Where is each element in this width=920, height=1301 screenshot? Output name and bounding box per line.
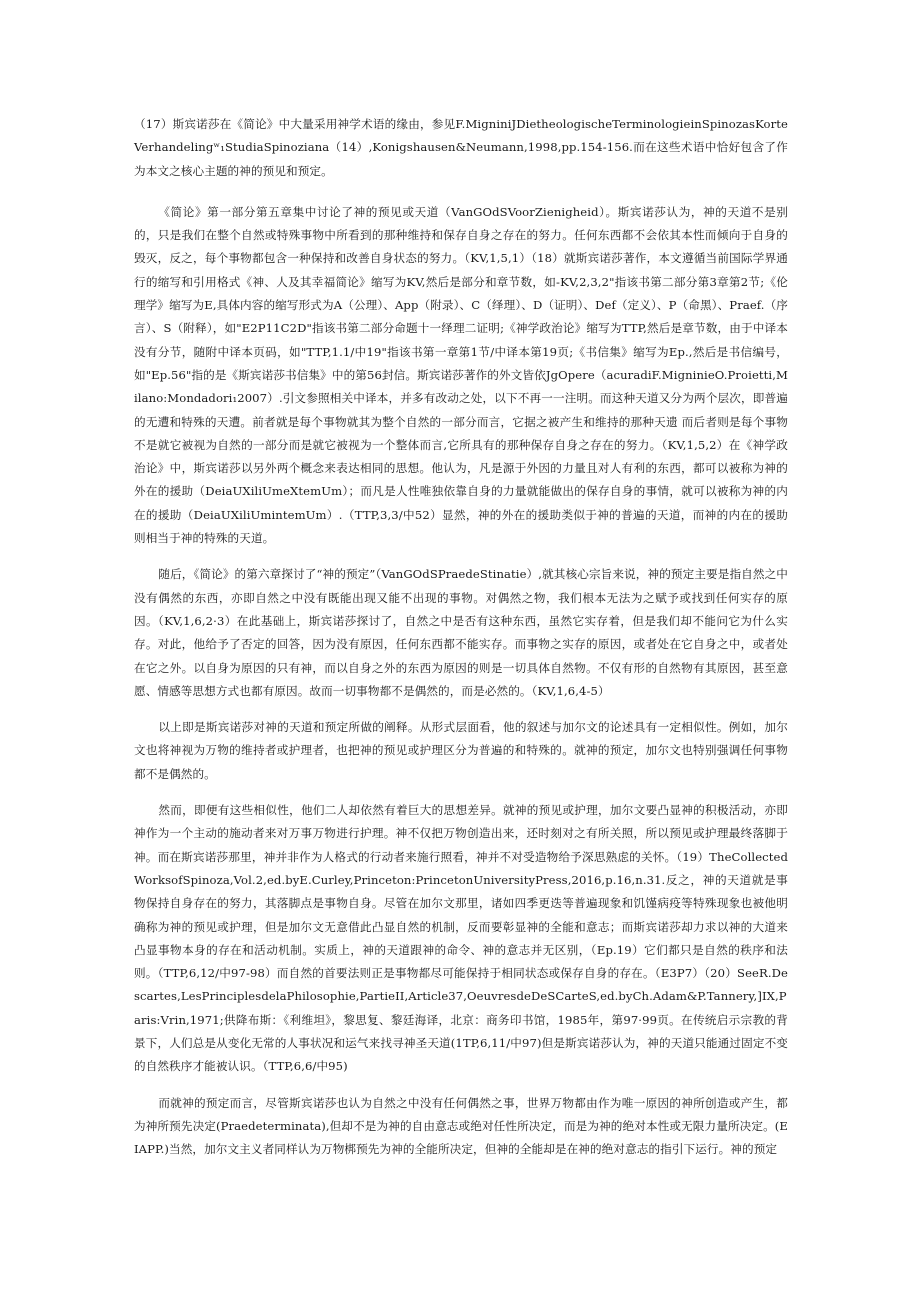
paragraph-predestination: 随后，《简论》的第六章探讨了“神的预定”（VanGOdSPraedeStinatie）,就其核心宗旨来说，神的预定主要是指自然之中没有偶然的东西，亦即自然之中没有既能出现又能不出现的事物。对偶然之物，我们根本无法为之赋予或找到任何实存的原因。（KV,1,6,2·3）在此基础上，斯宾诺莎探讨了，自然之中是否有这种东西，虽然它实存着，但是我们却不能问它为什么实存。对此，他给予了否定的回答，因为没有原因，任何东西都不能实存。而事物之实存的原因，或者处在它自身之中，或者处在它之外。以自身为原因的只有神，而以自身之外的东西为原因的则是一切具体自然物。不仅有形的自然物有其原因，甚至意愿、情感等思想方式也都有原因。故而一切事物都不是偶然的，而是必然的。（KV,1,6,4-5） [134, 567, 788, 698]
paragraph-predetermination: 而就神的预定而言，尽管斯宾诺莎也认为自然之中没有任何偶然之事，世界万物都由作为唯一原因的神所创造或产生，都为神所预先决定(Praedeterminata),但却不是为神的自由意志或绝对任性所决定，而是为神的绝对本性或无限力量所决定。(EIAPP.)当然，加尔文主义者同样认为万物梆预先为神的全能所决定，但神的全能却是在神的绝对意志的指引下运行。神的预定 [134, 1095, 788, 1157]
footnote-17: （17）斯宾诺莎在《简论》中大量采用神学术语的缘由，参见F.MigniniJDietheologischeTerminologieinSpinozasKorteVerhandelingʷ₁StudiaSpinoziana（14）,Konigshausen&Neumann,1998,pp.154-156.而在这些术语中恰好包含了作为本文之核心主题的神的预见和预定。 [134, 117, 788, 178]
paragraph-providence: 《简论》第一部分第五章集中讨论了神的预见或天道（VanGOdSVoorZienigheid）。斯宾诺莎认为，神的天道不是别的，只是我们在整个自然或特殊事物中所看到的那种维持和保存自身之存在的努力。任何东西都不会依其本性而倾向于自身的毁灭，反之，每个事物都包含一种保持和改善自身状态的努力。（KV,1,5,1）（18）就斯宾诺莎著作，本文遵循当前国际学界通行的缩写和引用格式《神、人及其幸福简论》缩写为KV,然后是部分和章节数，如-KV,2,3,2"指该书第二部分第3章第2节;《伦理学》缩写为E,具体内容的缩写形式为A（公理）、App（附录）、C（绎理）、D（证明）、Def（定义）、P（命黑）、Praef.（序言）、S（附释），如"E2P11C2D"指该书第二部分命题十一绎理二证明;《神学政治论》缩写为TTP,然后是章节数，由于中译本没有分节，随附中译本页码，如"TTP,1.1/中19"指该书第一章第1节/中译本第19页;《书信集》缩写为Ep.,然后是书信编号，如"Ep.56"指的是《斯宾诺莎书信集》中的第56封信。斯宾诺莎著作的外文皆依JgOpere（acuradiF.MigniniеO.Proietti,Milano:Mondadori₁2007）.引文参照相关中译本，并多有改动之处，以下不再一一注明。而这种天道又分为两个层次，即普遍的无遭和特殊的天遭。前者就是每个事物就其为整个自然的一部分而言，它据之被产生和维持的那种天遗 而后者则是每个事物不是就它被视为自然的一部分而是就它被视为一个整体而言,它所具有的那种保存自身之存在的努力。（KV,1,5,2）在《神学政治论》中，斯宾诺莎以另外两个概念来表达相同的思想。他认为，凡是源于外因的力量且对人有利的东西，都可以被称为神的外在的援助（DeiaUXiliUmeXtemUm）；而凡是人性唯独依靠自身的力量就能做出的保存自身的事情，就可以被称为神的内在的援助（DeiaUXiliUmintemUm）.（TTP,3,3/中52）显然，神的外在的援助类似于神的普遍的天道，而神的内在的援助则相当于神的特殊的天道。 [134, 204, 788, 546]
document-page [134, 113, 788, 1161]
paragraph-difference: 然而，即便有这些相似性，他们二人却依然有着巨大的思想差异。就神的预见或护理，加尔文要凸显神的积极活动，亦即神作为一个主动的施动者来对万事万物进行护理。神不仅把万物创造出来，还时刻对之有所关照，所以预见或护理最终落脚于神。而在斯宾诺莎那里，神并非作为人格式的行动者来施行照看，神并不对受造物给予深思熟虑的关怀。（19）TheCollectedWorksofSpinoza,Vol.2,ed.byE.Curley,Princeton:PrincetonUniversityPress,2016,p.16,n.31.反之，神的天道就是事物保持自身存在的努力，其落脚点是事物自身。尽管在加尔文那里，诸如四季更迭等普遍现象和饥馑病疫等特殊现象也被他明确称为神的预见或护理，但是加尔文无意借此凸显自然的机制，反而要彰显神的全能和意志；而斯宾诺莎却力求以神的大道来凸显事物本身的存在和活动机制。实质上，神的天道跟神的命令、神的意志并无区别，（Ep.19）它们都只是自然的秩序和法则。（TTP,6,12/中97-98）而自然的首要法则正是事物都尽可能保持于相同状态或保存自身的存在。（E3P7）（20）SeeR.Descartes,LesPrinciplesdelaPhilosophie,PartieII,Article37,OeuvresdeDeSCarteS,ed.byCh.Adam&P.Tannery,]IX,Paris:Vrin,1971;供降布斯：《利维坦》，黎思复、黎廷海译，北京：商务印书馆，1985年，第97·99页。在传统启示宗教的背景下，人们总是从变化无常的人事状况和运气来找寻神圣天道(1TP,6,11/中97)但是斯宾诺莎认为，神的天道只能通过固定不变的自然秩序才能被认识。（TTP,6,6/中95) [134, 803, 788, 1074]
paragraph-similarity: 以上即是斯宾诺莎对神的天道和预定所做的阐释。从形式层面看，他的叙述与加尔文的论述具有一定相似性。例如，加尔文也将神视为万物的维持者或护理者，也把神的预见或护理区分为普遍的和特殊的。就神的预定，加尔文也特别强调任何事物都不是偶然的。 [134, 720, 788, 781]
